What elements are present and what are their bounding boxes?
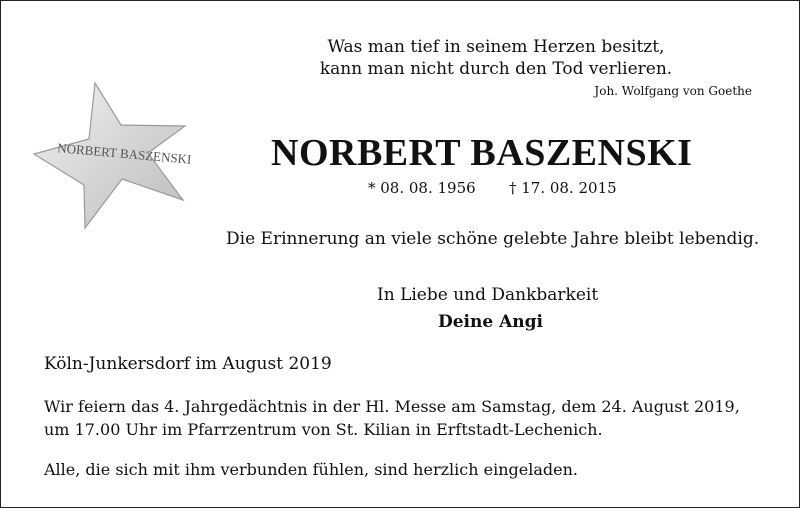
death-date: † 17. 08. 2015 — [509, 179, 617, 197]
deceased-name: NORBERT BASZENSKI — [271, 132, 693, 174]
star-of-david-icon — [29, 77, 229, 237]
quote-line-1: Was man tief in seinem Herzen besitzt, — [327, 37, 665, 57]
star-label: NORBERT BASZENSKI — [56, 140, 193, 167]
quote-line-2: kann man nicht durch den Tod verlieren. — [319, 59, 673, 79]
signature-greeting: In Liebe und Dankbarkeit — [377, 285, 599, 305]
place-date: Köln-Junkersdorf im August 2019 — [44, 354, 332, 374]
closing-line: Alle, die sich mit ihm verbunden fühlen, sind herzlich eingeladen. — [44, 460, 578, 479]
signature-name: Deine Angi — [438, 312, 544, 332]
quote-author: Joh. Wolfgang von Goethe — [594, 84, 752, 98]
memory-line: Die Erinnerung an viele schöne gelebte Jahre bleibt lebendig. — [226, 229, 760, 249]
invitation-line-2: um 17.00 Uhr im Pfarrzentrum von St. Kilian in Erftstadt-Lechenich. — [44, 420, 603, 439]
birth-date: * 08. 08. 1956 — [368, 179, 476, 197]
invitation-line-1: Wir feiern das 4. Jahrgedächtnis in der Hl. Messe am Samstag, dem 24. August 2019, — [44, 397, 740, 416]
